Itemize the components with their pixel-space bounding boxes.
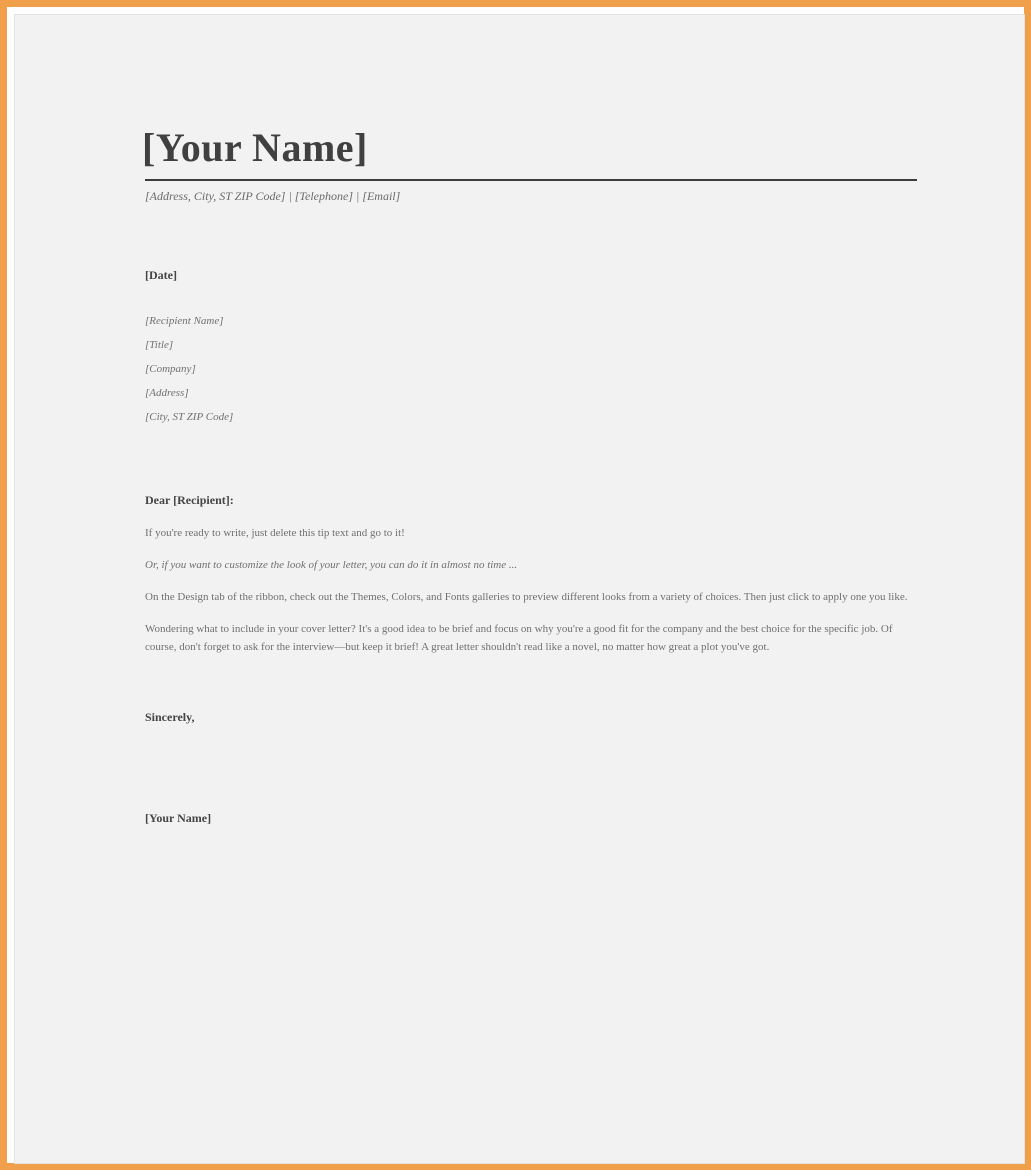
letter-content [137, 125, 917, 826]
body-paragraph: Wondering what to include in your cover letter? It's a good idea to be brief and focus on why you're a good fit for the company and the best choice for the specific job. Of course, don't forget to ask for the interview—but keep it brief! A great letter shouldn't read like a novel, no matter how great a plot you've got. [145, 623, 893, 653]
letter-date: [Date] [145, 268, 177, 282]
recipient-address: [Address] [145, 387, 189, 399]
sender-name: [Your Name] [142, 125, 368, 170]
closing: Sincerely, [145, 710, 195, 724]
body-paragraph: Or, if you want to customize the look of your letter, you can do it in almost no time ... [145, 559, 518, 571]
document-page [14, 14, 1025, 1164]
recipient-title: [Title] [145, 339, 174, 351]
body-paragraph: On the Design tab of the ribbon, check out the Themes, Colors, and Fonts galleries to preview different looks from a variety of choices. Then just click to apply one you like. [145, 591, 908, 603]
signature-name: [Your Name] [145, 811, 212, 825]
recipient-name: [Recipient Name] [145, 315, 224, 327]
salutation: Dear [Recipient]: [145, 493, 234, 507]
sender-contact: [Address, City, ST ZIP Code] | [Telephone] | [Email] [145, 189, 401, 203]
recipient-company: [Company] [145, 363, 196, 375]
body-paragraph: If you're ready to write, just delete this tip text and go to it! [145, 527, 405, 539]
recipient-block [145, 309, 917, 429]
recipient-city: [City, ST ZIP Code] [145, 411, 234, 423]
header-rule [145, 179, 917, 181]
